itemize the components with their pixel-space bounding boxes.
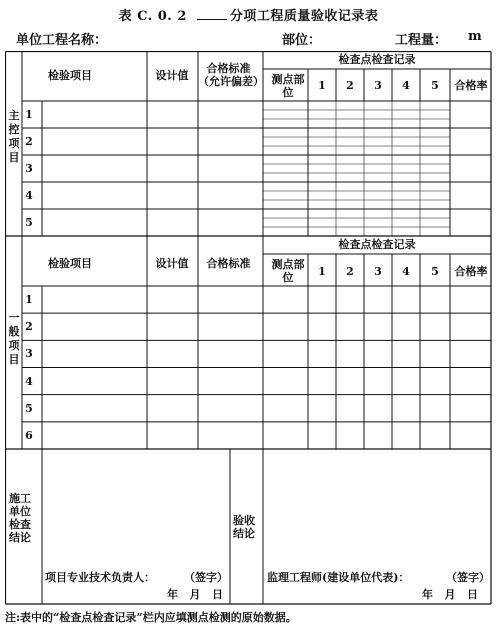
- main-row-number: 5: [25, 216, 33, 229]
- sign-mark-left: （签字）: [184, 571, 228, 584]
- general-label: 一般项目: [8, 311, 20, 366]
- general-row-number: 3: [25, 347, 33, 361]
- general-point-5: 5: [431, 265, 439, 278]
- main-control-label: 主控项目: [8, 109, 20, 164]
- general-point-1: 1: [318, 265, 326, 278]
- main-col-design: 设计值: [155, 69, 189, 82]
- general-row-number: 2: [25, 320, 33, 334]
- quantity-unit: m: [468, 29, 482, 44]
- general-col-record: 检查点检查记录: [338, 238, 416, 251]
- sign-mark-right: （签字）: [446, 571, 490, 584]
- general-point-3: 3: [374, 265, 382, 278]
- general-point-4: 4: [402, 265, 410, 278]
- main-point-2: 2: [346, 79, 354, 92]
- general-row-number: 4: [25, 374, 33, 388]
- main-row-number: 3: [25, 162, 33, 175]
- main-row-number: 4: [25, 189, 33, 202]
- main-col-record: 检查点检查记录: [338, 53, 416, 66]
- form-title: [0, 5, 497, 24]
- general-row-number: 1: [25, 293, 33, 306]
- general-row-number: 5: [25, 401, 33, 415]
- footnote: 注:表中的“检查点检查记录”栏内应填测点检测的原始数据。: [5, 611, 297, 624]
- general-col-item: 检验项目: [48, 257, 92, 270]
- inspection-table: [5, 51, 492, 605]
- construction-conclusion-label: 施工单位检查结论: [9, 492, 31, 544]
- general-col-design: 设计值: [155, 257, 189, 270]
- general-col-rate: 合格率: [454, 265, 488, 278]
- unit-name-label: 单位工程名称：: [16, 33, 108, 48]
- general-row-number: 6: [25, 428, 33, 442]
- form-number: 表 C. 0. 2: [118, 9, 187, 24]
- quantity-label: 工程量：: [395, 33, 448, 48]
- main-col-standard: 合格标准（允许偏差）: [198, 62, 264, 88]
- main-col-item: 检验项目: [48, 69, 92, 82]
- general-point-2: 2: [346, 265, 354, 278]
- main-col-point: 测点部位: [271, 73, 305, 99]
- date-left: 年 月 日: [167, 588, 223, 601]
- supervisor-sign: 监理工程师(建设单位代表)：: [267, 571, 410, 584]
- main-point-5: 5: [431, 79, 439, 92]
- tech-lead-sign: 项目专业技术负责人：: [45, 571, 155, 584]
- form-name: 分项工程质量验收记录表: [229, 9, 379, 24]
- general-col-point: 测点部位: [271, 258, 305, 284]
- main-col-rate: 合格率: [454, 79, 488, 92]
- main-point-1: 1: [318, 79, 326, 92]
- main-row-number: 2: [25, 135, 33, 148]
- general-col-standard: 合格标准: [206, 257, 251, 270]
- main-point-4: 4: [402, 79, 410, 92]
- part-label: 部位：: [282, 33, 322, 48]
- main-point-3: 3: [374, 79, 382, 92]
- date-right: 年 月 日: [422, 588, 478, 601]
- main-row-number: 1: [25, 108, 33, 121]
- title-blank[interactable]: [197, 9, 227, 20]
- acceptance-conclusion-label: 验收结论: [233, 514, 255, 540]
